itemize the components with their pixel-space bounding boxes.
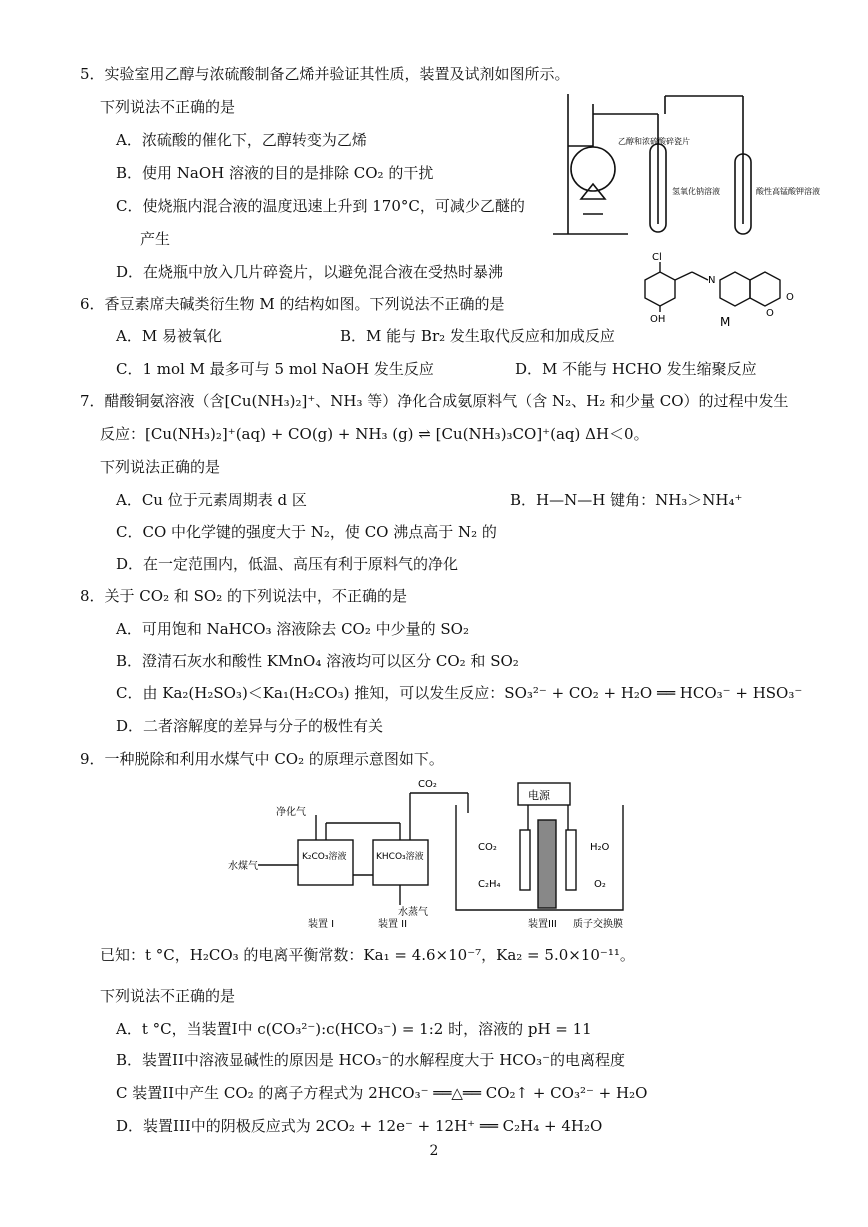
struct-cl: Cl [652, 252, 662, 263]
q5-option-c: C．使烧瓶内混合液的温度迅速上升到 170°C，可减少乙醚的 [116, 197, 525, 215]
diagram-o2-out: O₂ [594, 879, 606, 890]
struct-o1: O [766, 308, 774, 319]
diagram-c2h4-out: C₂H₄ [478, 879, 501, 890]
q5-option-b: B．使用 NaOH 溶液的目的是排除 CO₂ 的干扰 [116, 164, 434, 182]
q8-option-d: D．二者溶解度的差异与分子的极性有关 [116, 717, 384, 735]
q9-ask: 下列说法不正确的是 [100, 987, 236, 1005]
q5-stem: 5．实验室用乙醇与浓硫酸制备乙烯并验证其性质，装置及试剂如图所示。 [80, 65, 570, 83]
diagram-membrane: 质子交换膜 [573, 919, 623, 930]
diagram-h2o-in: H₂O [590, 842, 610, 853]
q6-option-d: D．M 不能与 HCHO 发生缩聚反应 [515, 360, 757, 378]
q6-stem: 6．香豆素席夫碱类衍生物 M 的结构如图。下列说法不正确的是 [80, 295, 505, 313]
q9-option-d: D．装置III中的阴极反应式为 2CO₂ + 12e⁻ + 12H⁺ ══ C₂H₄ + 4H₂O [116, 1117, 603, 1135]
struct-label-m: M [720, 315, 731, 329]
q6-option-c: C．1 mol M 最多可与 5 mol NaOH 发生反应 [116, 360, 434, 378]
q7-option-b: B．H—N—H 键角：NH₃＞NH₄⁺ [510, 491, 743, 509]
diagram-device-3: 装置III [528, 919, 557, 930]
q8-stem: 8．关于 CO₂ 和 SO₂ 的下列说法中，不正确的是 [80, 587, 407, 605]
co2-removal-diagram [228, 775, 658, 935]
q7-reaction: 反应：[Cu(NH₃)₂]⁺(aq) + CO(g) + NH₃ (g) ⇌ [Cu(NH₃)₃CO]⁺(aq) ΔH＜0。 [100, 425, 649, 443]
q7-stem: 7．醋酸铜氨溶液（含[Cu(NH₃)₂]⁺、NH₃ 等）净化合成氨原料气（含 N₂、H₂ 和少量 CO）的过程中发生 [80, 392, 789, 410]
q9-known: 已知：t °C，H₂CO₃ 的电离平衡常数：Ka₁ = 4.6×10⁻⁷，Ka₂ = 5.0×10⁻¹¹。 [100, 946, 635, 964]
q9-option-b: B．装置II中溶液显碱性的原因是 HCO₃⁻的水解程度大于 HCO₃⁻的电离程度 [116, 1051, 625, 1069]
q5-ask: 下列说法不正确的是 [100, 98, 236, 116]
q7-option-c: C．CO 中化学键的强度大于 N₂，使 CO 沸点高于 N₂ 的 [116, 523, 497, 541]
naoh-label: 氢氧化钠溶液 [672, 187, 720, 196]
diagram-device-2: 装置 II [378, 919, 408, 930]
diagram-steam: 水蒸气 [398, 907, 428, 918]
q7-option-d: D．在一定范围内，低温、高压有利于原料气的净化 [116, 555, 459, 573]
struct-oh: OH [650, 314, 666, 325]
page-number: 2 [429, 1143, 439, 1159]
q7-ask: 下列说法正确的是 [100, 458, 221, 476]
struct-o2: O [786, 292, 794, 303]
q5-option-c-cont: 产生 [140, 230, 171, 248]
coumarin-schiff-base-structure [630, 250, 800, 330]
diagram-power-source: 电源 [528, 789, 550, 802]
q7-option-a: A．Cu 位于元素周期表 d 区 [116, 491, 307, 509]
diagram-device-1: 装置 I [308, 919, 335, 930]
diagram-co2-top: CO₂ [418, 779, 437, 790]
diagram-co2-in: CO₂ [478, 842, 497, 853]
q8-option-b: B．澄清石灰水和酸性 KMnO₄ 溶液均可以区分 CO₂ 和 SO₂ [116, 652, 519, 670]
diagram-purified-gas: 净化气 [276, 807, 306, 818]
q5-option-a: A．浓硫酸的催化下，乙醇转变为乙烯 [116, 131, 367, 149]
diagram-k2co3: K₂CO₃溶液 [302, 852, 347, 862]
q9-option-a: A．t °C，当装置I中 c(CO₃²⁻):c(HCO₃⁻) = 1:2 时，溶液的 pH = 11 [116, 1020, 592, 1038]
diagram-water-gas: 水煤气 [228, 861, 258, 872]
diagram-khco3: KHCO₃溶液 [376, 852, 424, 862]
q8-option-c: C．由 Ka₂(H₂SO₃)＜Ka₁(H₂CO₃) 推知，可以发生反应：SO₃²⁻ + CO₂ + H₂O ══ HCO₃⁻ + HSO₃⁻ [116, 684, 803, 702]
flask-label: 乙醇和浓硫酸碎瓷片 [618, 137, 690, 146]
q5-option-d: D．在烧瓶中放入几片碎瓷片，以避免混合液在受热时暴沸 [116, 263, 504, 281]
q9-option-c: C 装置II中产生 CO₂ 的离子方程式为 2HCO₃⁻ ══△══ CO₂↑ + CO₃²⁻ + H₂O [116, 1084, 648, 1102]
ethylene-apparatus-figure [548, 84, 820, 246]
q8-option-a: A．可用饱和 NaHCO₃ 溶液除去 CO₂ 中少量的 SO₂ [116, 620, 469, 638]
q6-option-b: B．M 能与 Br₂ 发生取代反应和加成反应 [340, 327, 615, 345]
q6-option-a: A．M 易被氧化 [116, 327, 222, 345]
kmno4-label: 酸性高锰酸钾溶液 [756, 187, 820, 196]
struct-n: N [708, 275, 716, 286]
q9-stem: 9．一种脱除和利用水煤气中 CO₂ 的原理示意图如下。 [80, 750, 444, 768]
